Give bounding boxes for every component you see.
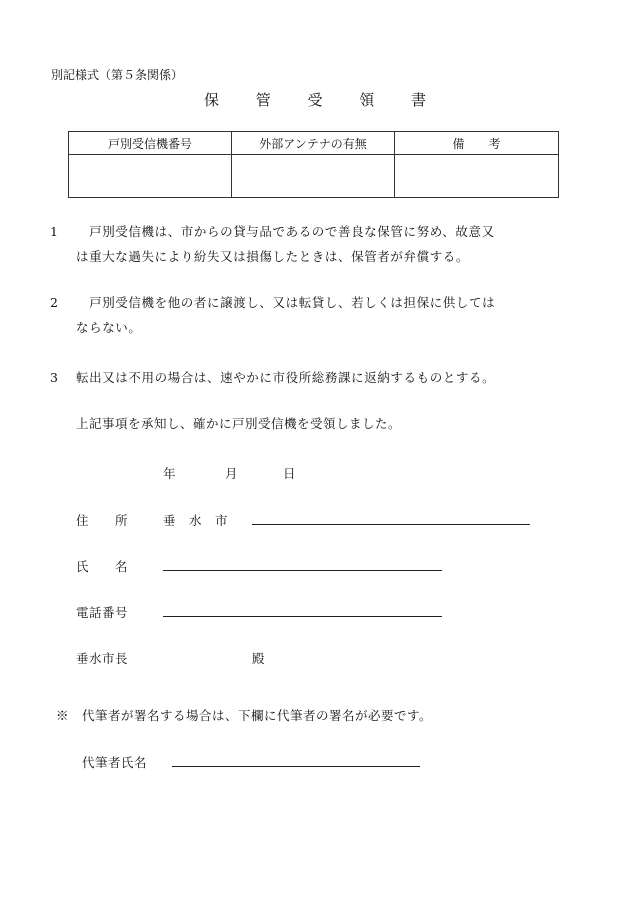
header-remarks: 備 考 (395, 132, 559, 155)
clause-text-line: は重大な過失により紛失又は損傷したときは、保管者が弁償する。 (76, 249, 470, 264)
form-label: 別記様式（第５条関係） (51, 68, 184, 82)
address-input-line[interactable] (252, 524, 530, 525)
clause-text-line: ならない。 (76, 320, 142, 335)
clause-number: 1 (50, 224, 59, 239)
cell-remarks[interactable] (395, 155, 559, 198)
proxy-name-input-line[interactable] (172, 766, 420, 767)
clause-3 (50, 365, 495, 390)
clause-2 (50, 290, 495, 340)
addressee-title: 垂水市長 (76, 651, 129, 666)
address-prefix: 垂 水 市 (163, 513, 229, 528)
clause-number: 2 (50, 295, 59, 310)
phone-label: 電話番号 (76, 605, 129, 620)
clause-text-line: 戸別受信機を他の者に譲渡し、又は転貸し、若しくは担保に供しては (76, 295, 496, 310)
clause-text-line: 戸別受信機は、市からの貸与品であるので善良な保管に努め、故意又 (76, 224, 495, 239)
clause-number: 3 (50, 370, 59, 385)
header-receiver-number: 戸別受信機番号 (69, 132, 232, 155)
phone-input-line[interactable] (163, 616, 442, 617)
clause-1 (50, 219, 495, 269)
cell-external-antenna[interactable] (232, 155, 395, 198)
cell-receiver-number[interactable] (69, 155, 232, 198)
addressee-honorific: 殿 (252, 651, 266, 666)
date-day: 日 (283, 466, 297, 481)
date-year: 年 (163, 466, 177, 481)
header-external-antenna: 外部アンテナの有無 (232, 132, 395, 155)
date-month: 月 (225, 466, 239, 481)
name-input-line[interactable] (163, 570, 442, 571)
proxy-note: ※ 代筆者が署名する場合は、下欄に代筆者の署名が必要です。 (56, 708, 433, 723)
acknowledgement-text: 上記事項を承知し、確かに戸別受信機を受領しました。 (76, 416, 402, 431)
address-label: 住 所 (76, 513, 129, 528)
proxy-name-label: 代筆者氏名 (82, 755, 148, 770)
name-label: 氏 名 (76, 559, 129, 574)
clause-text-line: 転出又は不用の場合は、速やかに市役所総務課に返納するものとする。 (76, 370, 496, 385)
receiver-info-table (68, 131, 559, 198)
document-title: 保 管 受 領 書 (203, 91, 443, 109)
